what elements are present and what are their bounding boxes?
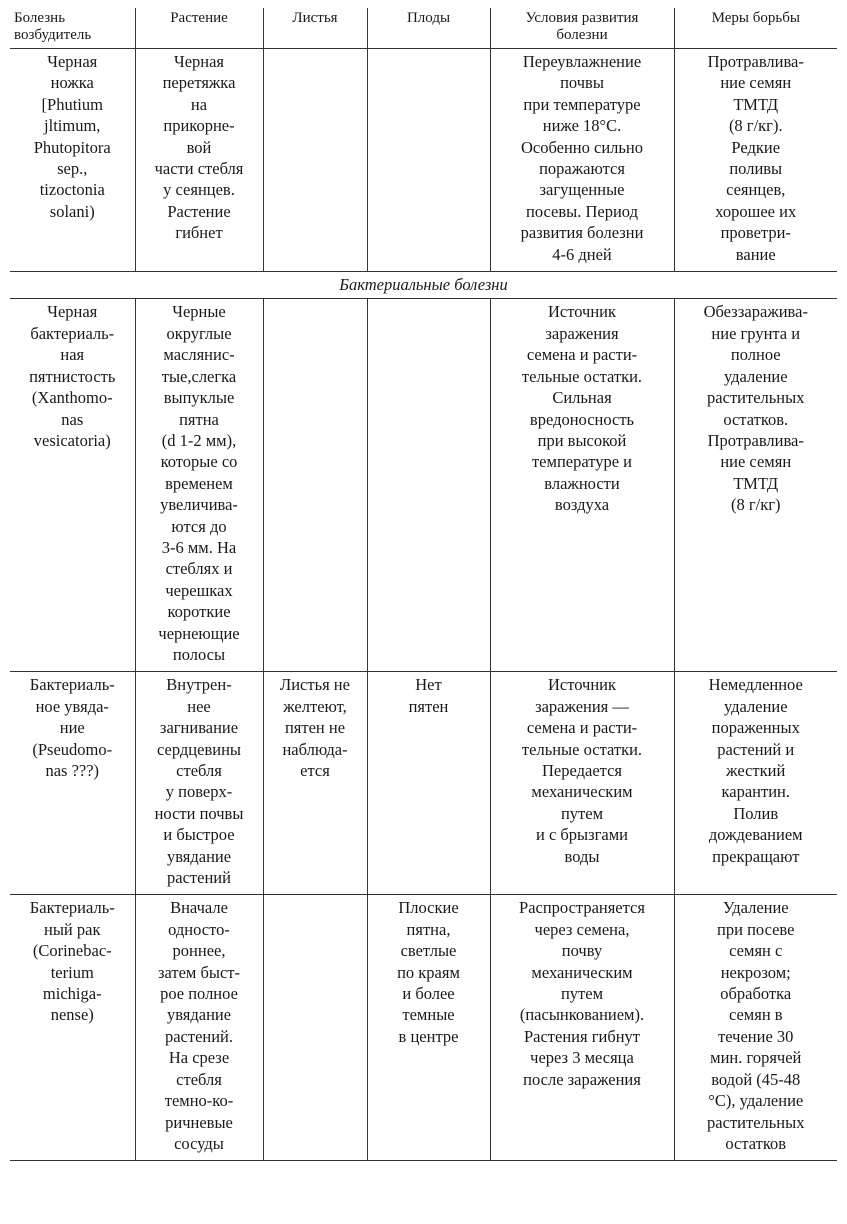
cell-text-line: ное увяда- — [35, 696, 109, 716]
column-header-fruits — [367, 8, 490, 49]
cell-text-line: обработка — [720, 984, 792, 1004]
cell-text-line: загнивание — [159, 718, 239, 738]
cell-text-line: развития болезни — [520, 223, 644, 243]
cell-text-line: ная — [60, 345, 85, 365]
cell-text-line: сеянцев, — [726, 180, 786, 200]
cell-text-line: (Corinebac- — [32, 941, 112, 961]
cell-text-line: Phutopitora — [33, 137, 111, 157]
cell-text-line: ный рак — [44, 919, 101, 939]
cell-text-line: удаление — [723, 366, 788, 386]
cell-text-line: темно-ко- — [164, 1091, 234, 1111]
cell-text-line: ние семян — [720, 452, 792, 472]
cell-conditions — [490, 895, 674, 1161]
cell-text-line: температуре и — [531, 452, 633, 472]
column-header-line: Условия развития — [525, 10, 639, 26]
table-row — [10, 49, 837, 272]
cell-text-line: Нет — [415, 675, 442, 695]
cell-text-line: мин. горячей — [710, 1048, 802, 1068]
cell-disease — [10, 49, 135, 272]
cell-text-line: удаление — [723, 696, 788, 716]
cell-text-line: Вначале — [170, 898, 228, 918]
cell-text-line: черешках — [165, 580, 233, 600]
cell-text-line: ются до — [171, 516, 227, 536]
column-header-line: болезни — [556, 27, 608, 43]
cell-text-line: ности почвы — [154, 803, 244, 823]
cell-text-line: ниже 18°С. — [542, 116, 622, 136]
column-header-conditions — [490, 8, 674, 49]
cell-text-line: Немедленное — [708, 675, 803, 695]
cell-text-line: растений и — [717, 739, 795, 759]
cell-conditions — [490, 299, 674, 672]
cell-plant — [135, 299, 263, 672]
cell-text-line: гибнет — [175, 223, 223, 243]
cell-text-line: Черные — [172, 302, 226, 322]
cell-text-line: Протравлива- — [707, 52, 804, 71]
table-row — [10, 672, 837, 895]
cell-text-line: растений. — [164, 1026, 234, 1046]
cell-text-line: проветри- — [720, 223, 791, 243]
cell-fruits — [367, 49, 490, 272]
cell-text-line: °С), удаление — [708, 1091, 804, 1111]
cell-text-line: округлые — [166, 323, 232, 343]
cell-text-line: стебля — [176, 1069, 222, 1089]
cell-text-line: tizoctonia — [39, 180, 105, 200]
cell-control — [674, 299, 837, 672]
cell-text-line: стеблях и — [165, 559, 233, 579]
cell-text-line: выпуклые — [163, 388, 235, 408]
section-row — [10, 272, 837, 299]
cell-text-line: влажности — [544, 473, 620, 493]
cell-text-line: sep., — [57, 159, 88, 179]
cell-control — [674, 672, 837, 895]
cell-text-line: увядание — [166, 846, 232, 866]
cell-control — [674, 895, 837, 1161]
cell-text-line: пораженных — [711, 718, 800, 738]
cell-text-line: желтеют, — [283, 696, 347, 716]
cell-text-line: жесткий — [726, 761, 786, 780]
cell-text-line: хорошее их — [715, 201, 797, 221]
cell-text-line: прикорне- — [163, 116, 235, 136]
cell-text-line: Источник — [547, 302, 617, 322]
cell-text-line: воздуха — [554, 495, 610, 515]
cell-text-line: Бактериаль- — [29, 675, 115, 695]
cell-text-line: светлые — [400, 941, 457, 961]
cell-text-line: заражения — [545, 323, 619, 343]
cell-text-line: при высокой — [537, 430, 627, 450]
cell-text-line: после заражения — [523, 1069, 641, 1089]
cell-text-line: семян в — [728, 1005, 783, 1025]
cell-plant — [135, 49, 263, 272]
table-body — [10, 49, 837, 1161]
cell-leaves — [263, 299, 367, 672]
cell-text-line: nas — [61, 409, 84, 429]
cell-text-line: механическим — [531, 782, 633, 802]
cell-text-line: ние семян — [720, 73, 792, 93]
cell-text-line: маслянис- — [163, 345, 235, 365]
cell-text-line: (пасынкованием). — [519, 1005, 645, 1025]
cell-control — [674, 49, 837, 272]
column-header-line: Болезнь — [14, 10, 66, 26]
cell-plant — [135, 672, 263, 895]
cell-fruits — [367, 672, 490, 895]
column-header-line: возбудитель — [14, 27, 92, 43]
cell-conditions — [490, 49, 674, 272]
cell-text-line: течение 30 — [718, 1026, 794, 1046]
disease-table — [10, 8, 837, 1161]
cell-text-line: и с брызгами — [535, 825, 628, 845]
cell-text-line: наблюда- — [282, 739, 348, 759]
column-header-disease — [10, 8, 135, 49]
section-cell — [10, 272, 837, 299]
cell-text-line: Растения гибнут — [523, 1026, 640, 1046]
cell-fruits — [367, 895, 490, 1161]
cell-text-line: нее — [187, 696, 211, 716]
cell-text-line: через 3 месяца — [530, 1048, 634, 1068]
cell-text-line: 3-6 мм. На — [161, 537, 237, 557]
cell-text-line: стебля — [176, 761, 222, 780]
cell-text-line: Источник — [547, 675, 617, 695]
cell-text-line: пятен не — [284, 718, 346, 738]
cell-text-line: вание — [735, 244, 776, 264]
cell-text-line: бактериаль- — [30, 323, 115, 343]
cell-leaves — [263, 672, 367, 895]
cell-text-line: остатков. — [723, 409, 789, 429]
cell-text-line: полосы — [172, 644, 226, 664]
cell-text-line: посевы. Период — [526, 201, 638, 221]
cell-text-line: тельные остатки. — [521, 366, 643, 386]
column-header-line: Листья — [292, 10, 338, 26]
cell-text-line: пятна, — [406, 919, 451, 939]
cell-text-line: (Xanthomo- — [31, 388, 113, 408]
cell-text-line: растений — [167, 868, 231, 888]
cell-text-line: nas ???) — [45, 761, 100, 780]
cell-text-line: Внутрен- — [166, 675, 232, 695]
cell-text-line: Плоские — [398, 898, 459, 918]
cell-text-line: которые со — [160, 452, 238, 472]
cell-text-line: ние — [59, 718, 85, 738]
cell-text-line: тые,слегка — [161, 366, 237, 386]
cell-text-line: увядание — [166, 1005, 232, 1025]
cell-text-line: полное — [730, 345, 781, 365]
cell-leaves — [263, 49, 367, 272]
cell-text-line: вой — [186, 137, 212, 157]
cell-text-line: односто- — [168, 919, 230, 939]
cell-text-line: Особенно сильно — [520, 137, 644, 157]
cell-text-line: Полив — [733, 803, 779, 823]
cell-text-line: путем — [560, 984, 604, 1004]
cell-text-line: механическим — [531, 962, 633, 982]
cell-fruits — [367, 299, 490, 672]
cell-text-line: Черная — [47, 302, 98, 322]
cell-text-line: путем — [560, 803, 604, 823]
cell-text-line: (8 г/кг) — [731, 495, 781, 515]
cell-text-line: ние грунта и — [711, 323, 801, 343]
cell-text-line: временем — [165, 473, 233, 493]
cell-text-line: растительных — [707, 1112, 805, 1132]
cell-text-line: ТМТД — [733, 473, 779, 493]
cell-leaves — [263, 895, 367, 1161]
cell-text-line: затем быст- — [157, 962, 241, 982]
cell-text-line: при посеве — [717, 919, 795, 939]
column-header-control — [674, 8, 837, 49]
cell-text-line: Черная — [47, 52, 98, 71]
cell-text-line: карантин. — [721, 782, 790, 802]
cell-text-line: перетяжка — [162, 73, 236, 93]
cell-text-line: Передается — [542, 761, 622, 780]
cell-text-line: (8 г/кг). — [728, 116, 783, 136]
cell-text-line: nense) — [50, 1005, 94, 1025]
cell-text-line: и более — [402, 984, 455, 1004]
column-header-line: Плоды — [406, 10, 451, 26]
cell-text-line: растительных — [707, 388, 805, 408]
cell-text-line: пятнистость — [29, 366, 116, 386]
section-title: Бактериальные болезни — [339, 275, 508, 295]
table-header-row — [10, 8, 837, 49]
cell-text-line: solani) — [49, 201, 95, 221]
cell-text-line: ется — [300, 761, 330, 780]
cell-text-line: (Pseudomo- — [32, 739, 113, 759]
cell-text-line: Листья не — [280, 675, 350, 695]
cell-text-line: воды — [564, 846, 600, 866]
cell-text-line: некрозом; — [720, 962, 791, 982]
cell-text-line: michiga- — [42, 984, 102, 1004]
column-header-leaves — [263, 8, 367, 49]
table-row — [10, 895, 837, 1161]
cell-text-line: ножка — [50, 73, 94, 93]
cell-text-line: прекращают — [712, 846, 800, 866]
cell-text-line: (d 1-2 мм), — [161, 430, 237, 450]
cell-text-line: поражаются — [539, 159, 625, 179]
cell-text-line: части стебля — [154, 159, 244, 179]
cell-text-line: jltimum, — [44, 116, 101, 136]
cell-text-line: у поверх- — [165, 782, 233, 802]
cell-text-line: чернеющие — [158, 623, 240, 643]
cell-text-line: пятен — [408, 696, 449, 716]
cell-text-line: Растение — [167, 201, 231, 221]
cell-text-line: по краям — [397, 962, 460, 982]
cell-text-line: Черная — [173, 52, 225, 71]
cell-conditions — [490, 672, 674, 895]
cell-text-line: на — [190, 94, 208, 114]
cell-text-line: На срезе — [168, 1048, 230, 1068]
cell-text-line: Переувлажнение — [522, 52, 642, 71]
cell-text-line: почву — [561, 941, 603, 961]
cell-text-line: загущенные — [539, 180, 625, 200]
cell-text-line: семена и расти- — [526, 718, 638, 738]
cell-text-line: пятна — [179, 409, 219, 429]
cell-text-line: через семена, — [534, 919, 630, 939]
cell-disease — [10, 895, 135, 1161]
cell-text-line: Бактериаль- — [29, 898, 115, 918]
cell-text-line: Удаление — [722, 898, 789, 918]
cell-text-line: и быстрое — [163, 825, 235, 845]
table-row — [10, 299, 837, 672]
cell-disease — [10, 299, 135, 672]
cell-plant — [135, 895, 263, 1161]
cell-text-line: у сеянцев. — [163, 180, 235, 200]
cell-text-line: водой (45-48 — [711, 1069, 801, 1089]
cell-text-line: сердцевины — [157, 739, 241, 759]
cell-text-line: рое полное — [160, 984, 238, 1004]
cell-text-line: [Phutium — [41, 94, 103, 114]
cell-disease — [10, 672, 135, 895]
cell-text-line: дождеванием — [708, 825, 803, 845]
cell-text-line: 4-6 дней — [552, 244, 612, 264]
cell-text-line: в центре — [398, 1026, 459, 1046]
cell-text-line: темные — [402, 1005, 455, 1025]
cell-text-line: Протравлива- — [707, 430, 804, 450]
cell-text-line: terium — [50, 962, 94, 982]
column-header-plant — [135, 8, 263, 49]
cell-text-line: сосуды — [174, 1133, 224, 1153]
cell-text-line: короткие — [167, 602, 231, 622]
cell-text-line: семян с — [729, 941, 783, 961]
cell-text-line: поливы — [729, 159, 783, 179]
cell-text-line: vesicatoria) — [33, 430, 111, 450]
cell-text-line: заражения — — [535, 696, 629, 716]
cell-text-line: ТМТД — [733, 94, 779, 114]
cell-text-line: при температуре — [523, 94, 641, 114]
cell-text-line: увеличива- — [160, 495, 238, 515]
cell-text-line: Обеззаражива- — [703, 302, 808, 322]
cell-text-line: вредоносность — [529, 409, 635, 429]
cell-text-line: Сильная — [552, 388, 612, 408]
cell-text-line: тельные остатки. — [521, 739, 643, 759]
cell-text-line: остатков — [725, 1133, 787, 1153]
cell-text-line: Распространяется — [519, 898, 645, 918]
cell-text-line: почвы — [560, 73, 604, 93]
column-header-line: Растение — [170, 10, 228, 26]
cell-text-line: Редкие — [731, 137, 781, 157]
cell-text-line: ричневые — [165, 1112, 233, 1132]
cell-text-line: роннее, — [172, 941, 226, 961]
column-header-line: Меры борьбы — [711, 10, 800, 26]
cell-text-line: семена и расти- — [526, 345, 638, 365]
